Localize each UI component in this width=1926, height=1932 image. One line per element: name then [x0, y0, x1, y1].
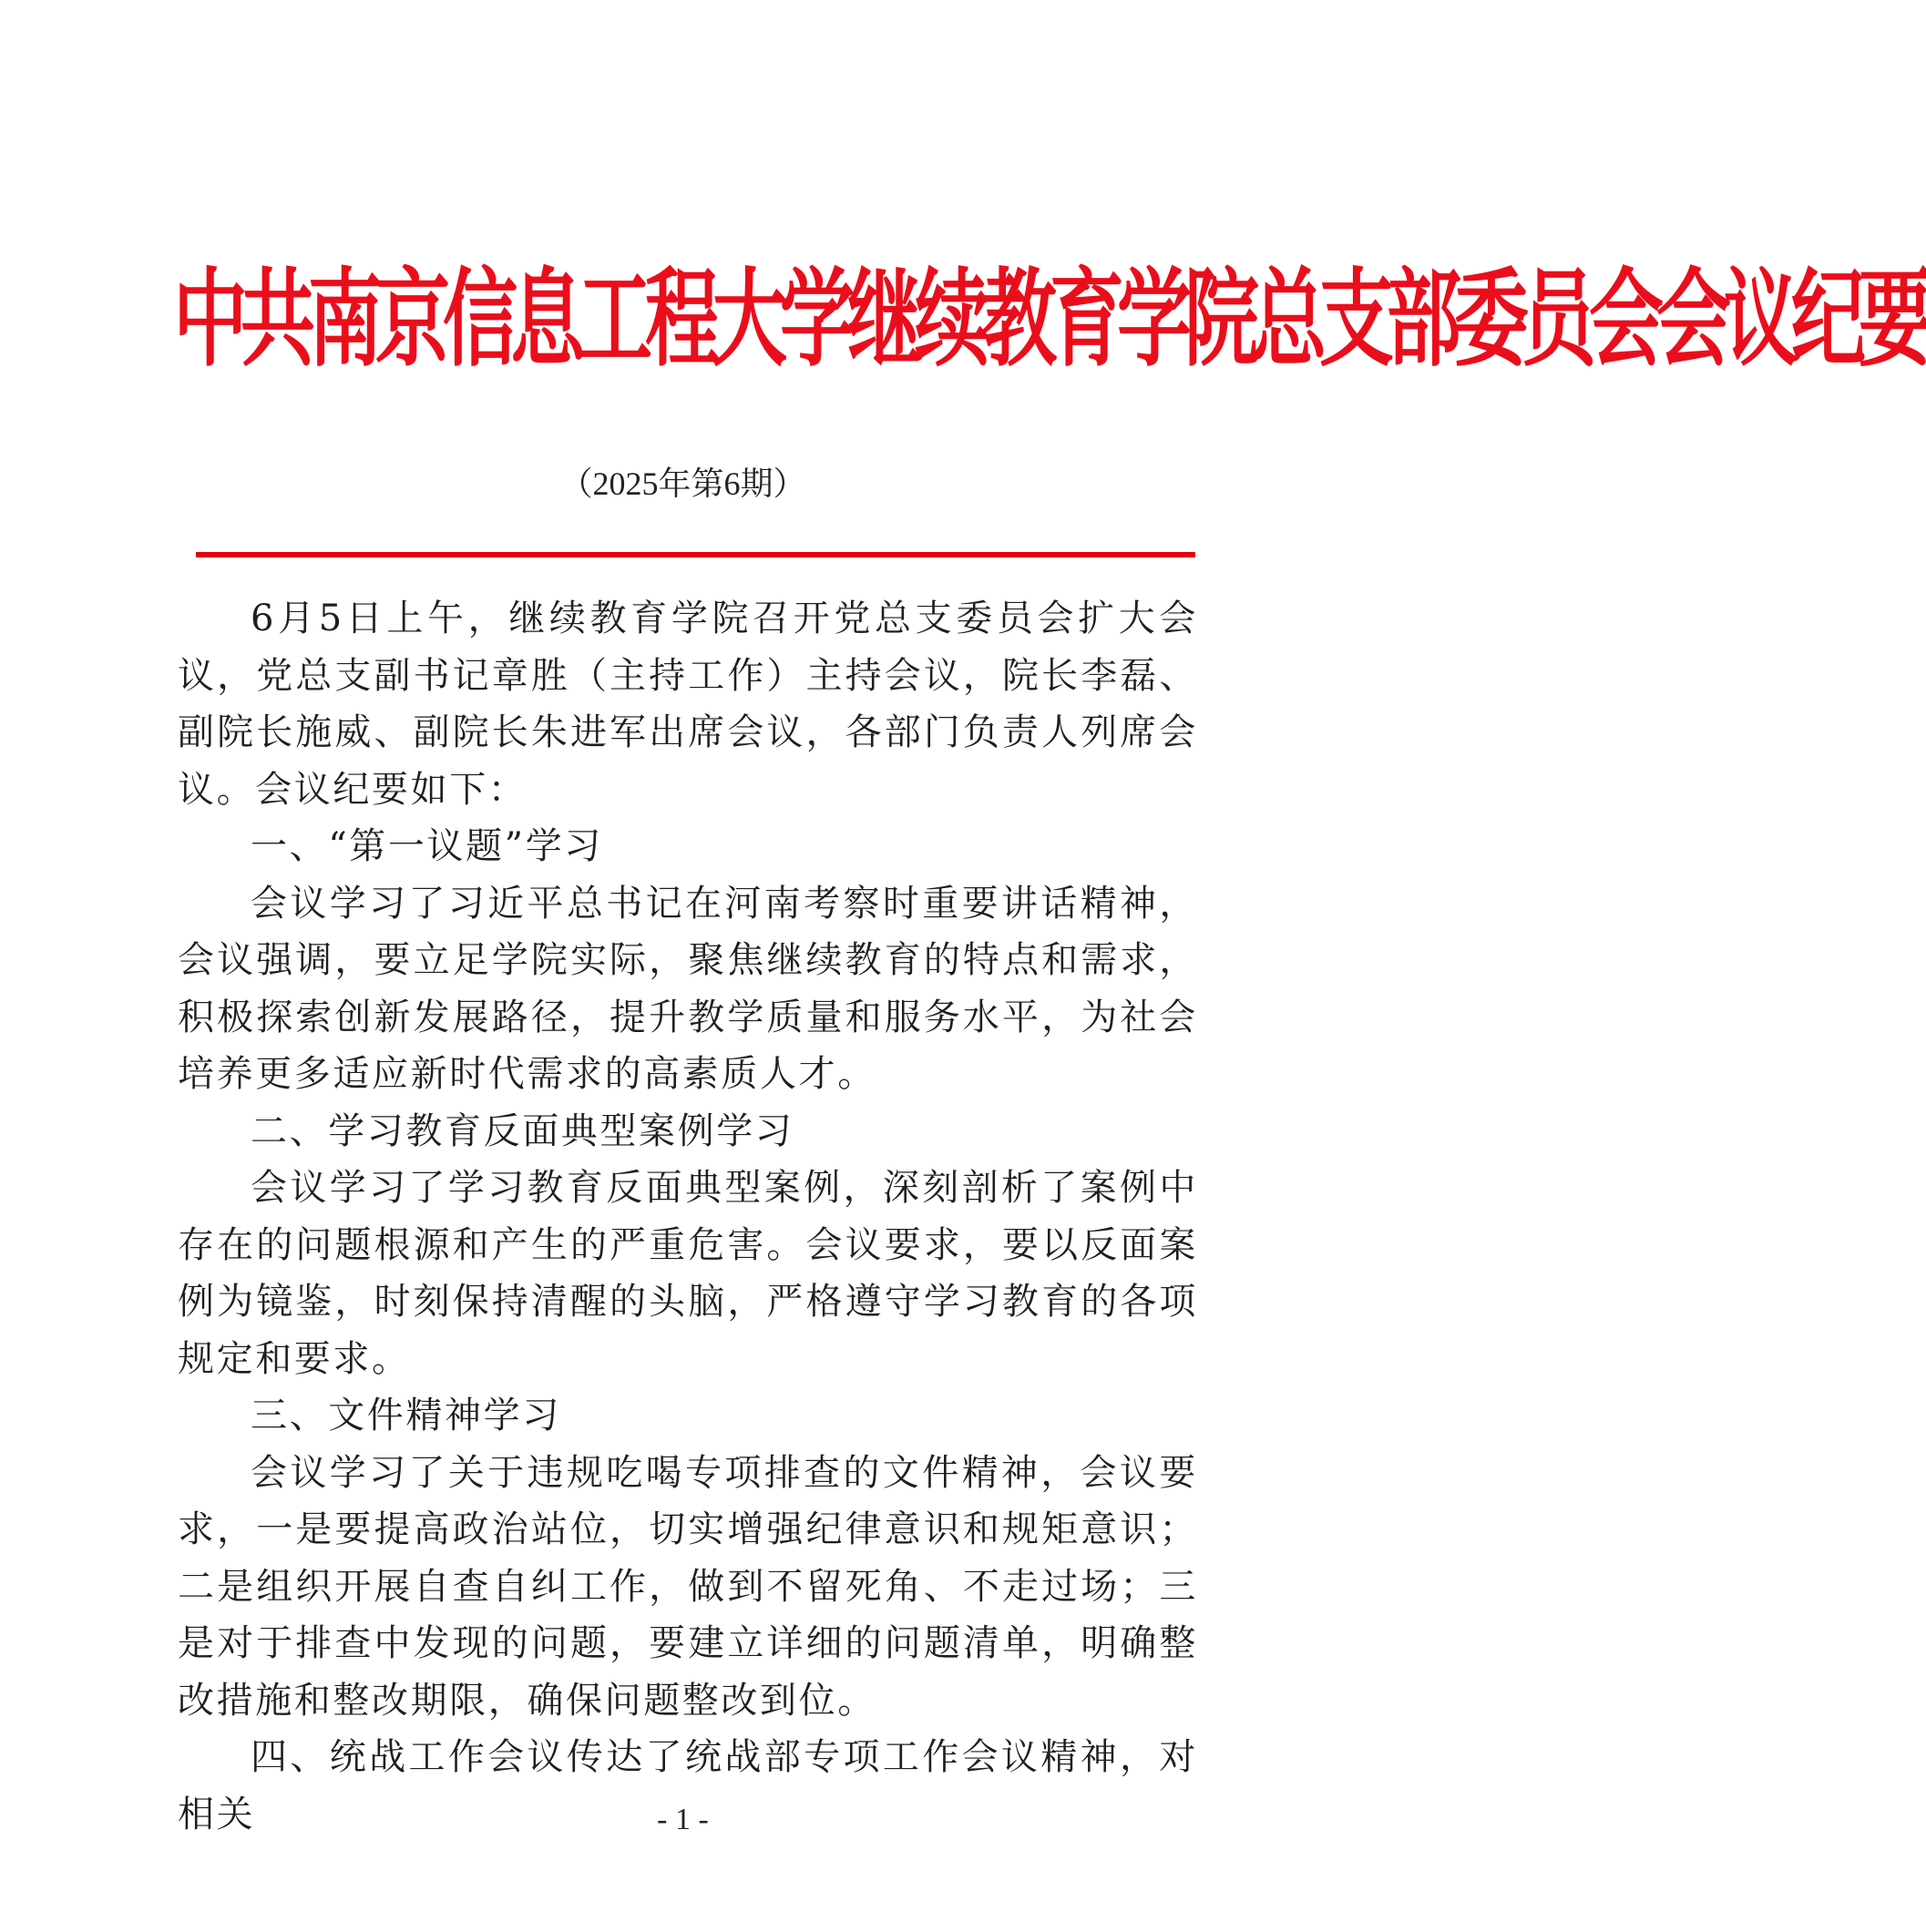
paragraph-intro: 6月5日上午，继续教育学院召开党总支委员会扩大会议，党总支副书记章胜（主持工作）主持会议，院长李磊、副院长施威、副院长朱进军出席会议，各部门负责人列席会议。会议纪要如下： [178, 598, 1198, 811]
paragraph-section-4: 四、统战工作会议传达了统战部专项工作会议精神，对相关 [178, 1736, 1198, 1835]
issue-number: （2025年第6期） [559, 465, 806, 502]
page-number: - 1 - [657, 1803, 709, 1836]
paragraph-section-2: 会议学习了学习教育反面典型案例，深刻剖析了案例中存在的问题根源和产生的严重危害。会议要求，要以反面案例为镜鉴，时刻保持清醒的头脑，严格遵守学习教育的各项规定和要求。 [178, 1167, 1198, 1380]
red-separator-line [196, 552, 1195, 557]
document-title: 中共南京信息工程大学继续教育学院总支部委员会会议纪要 [173, 258, 1926, 382]
paragraph-section-3: 会议学习了关于违规吃喝专项排查的文件精神，会议要求，一是要提高政治站位，切实增强纪律意识和规矩意识；二是组织开展自查自纠工作，做到不留死角、不走过场；三是对于排查中发现的问题，要建立详细的问题清单，明确整改措施和整改期限，确保问题整改到位。 [178, 1451, 1198, 1722]
document-body [178, 590, 1198, 1843]
section-heading-3: 三、文件精神学习 [251, 1395, 561, 1436]
section-heading-2: 二、学习教育反面典型案例学习 [251, 1109, 794, 1152]
paragraph-section-1: 会议学习了习近平总书记在河南考察时重要讲话精神，会议强调，要立足学院实际，聚焦继续教育的特点和需求，积极探索创新发展路径，提升教学质量和服务水平，为社会培养更多适应新时代需求的高素质人才。 [178, 882, 1198, 1095]
section-heading-1: 一、“第一议题”学习 [251, 825, 603, 867]
